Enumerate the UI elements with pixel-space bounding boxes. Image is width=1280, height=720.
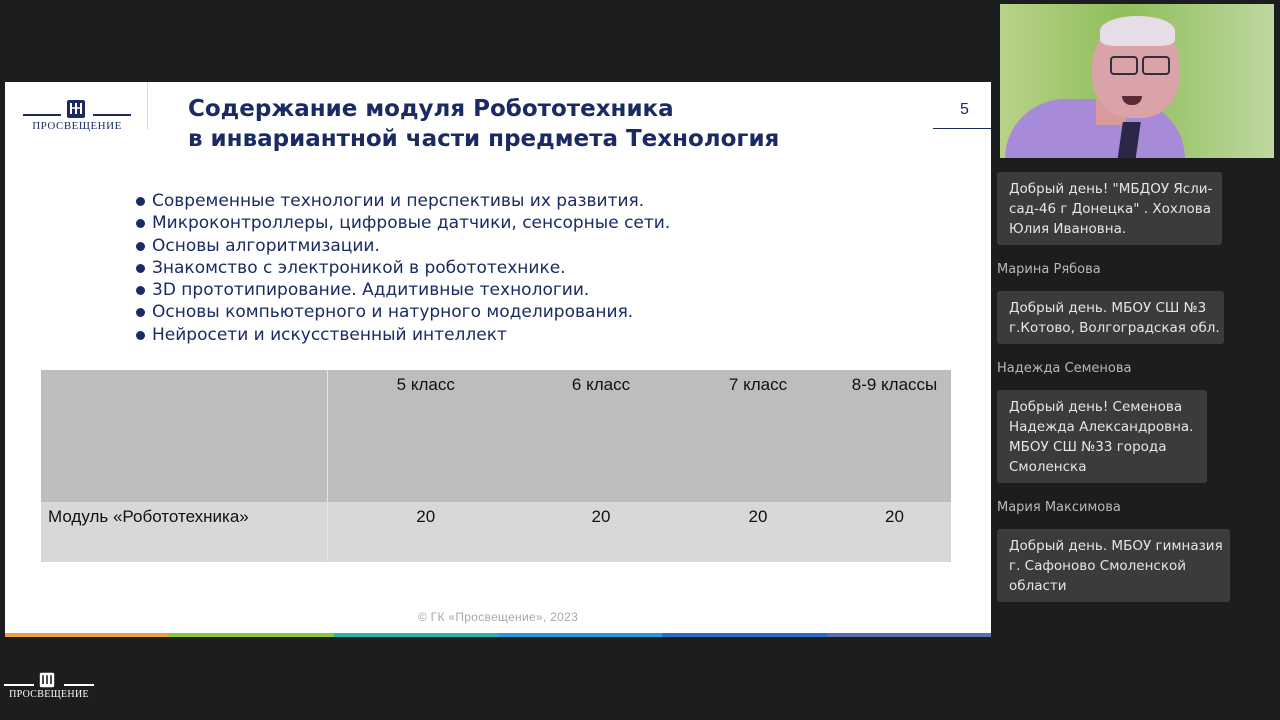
chat-message: Добрый день. МБОУ гимназия г. Сафоново Смоленской области — [997, 529, 1230, 602]
bullet-item: Современные технологии и перспективы их развития. — [134, 190, 670, 212]
stripe-segment — [334, 633, 498, 637]
book-logo-icon — [38, 672, 56, 688]
presentation-slide — [5, 82, 991, 637]
book-logo-icon — [65, 99, 87, 119]
chat-sender-name: Надежда Семенова — [997, 361, 1132, 376]
logo-text: ПРОСВЕЩЕНИЕ — [32, 120, 122, 132]
table-header-row — [41, 370, 951, 502]
page-number-underline — [933, 128, 991, 129]
chat-sender-name: Мария Максимова — [997, 500, 1121, 515]
bullet-icon — [136, 219, 145, 228]
copyright-text: © ГК «Просвещение», 2023 — [417, 610, 579, 624]
chat-sender-name: Марина Рябова — [997, 262, 1101, 277]
bullet-item: Нейросети и искусственный интеллект — [134, 324, 670, 346]
hours-table — [41, 370, 951, 562]
table-row — [41, 502, 951, 562]
bullet-item: Основы компьютерного и натурного моделирования. — [134, 301, 670, 323]
table-cell: 20 — [838, 502, 951, 562]
bullet-item: Микроконтроллеры, цифровые датчики, сенсорные сети. — [134, 212, 670, 234]
slide-title-line-2: в инвариантной части предмета Технология — [188, 126, 780, 152]
table-header-cell: 6 класс — [524, 370, 678, 502]
slide-page-number: 5 — [960, 101, 969, 118]
header-divider — [147, 82, 148, 130]
table-cell: Модуль «Робототехника» — [41, 502, 327, 562]
table-header-cell — [41, 370, 327, 502]
bullet-item: 3D прототипирование. Аддитивные технологии. — [134, 279, 670, 301]
slide-title-line-1: Содержание модуля Робототехника — [188, 96, 674, 122]
bullet-item: Основы алгоритмизации. — [134, 235, 670, 257]
bullet-icon — [136, 197, 145, 206]
bullet-icon — [136, 264, 145, 273]
bullet-list — [134, 190, 670, 346]
table-header-cell: 5 класс — [327, 370, 524, 502]
watermark-logo-text: ПРОСВЕЩЕНИЕ — [9, 689, 89, 700]
table-cell: 20 — [524, 502, 678, 562]
speaker-hair — [1100, 16, 1175, 46]
stripe-segment — [169, 633, 333, 637]
stripe-segment — [498, 633, 662, 637]
bullet-icon — [136, 286, 145, 295]
chat-panel — [997, 172, 1280, 602]
stripe-segment — [5, 633, 169, 637]
bullet-icon — [136, 331, 145, 340]
table-header-cell: 7 класс — [678, 370, 838, 502]
stripe-segment — [827, 633, 991, 637]
chat-message: Добрый день! Семенова Надежда Александровна. МБОУ СШ №33 города Смоленска — [997, 390, 1207, 483]
bullet-icon — [136, 242, 145, 251]
glasses-right — [1142, 56, 1170, 75]
table-cell: 20 — [678, 502, 838, 562]
prosveshchenie-logo — [23, 97, 131, 139]
speaker-video[interactable] — [1000, 4, 1274, 158]
table-header-cell: 8-9 классы — [838, 370, 951, 502]
glasses-left — [1110, 56, 1138, 75]
chat-message: Добрый день. МБОУ СШ №3 г.Котово, Волгоградская обл. — [997, 291, 1224, 344]
slide-title — [188, 94, 908, 154]
watermark-logo — [4, 672, 94, 704]
table-cell: 20 — [327, 502, 524, 562]
color-stripe — [5, 633, 991, 637]
bullet-item: Знакомство с электроникой в робототехнике. — [134, 257, 670, 279]
stripe-segment — [662, 633, 826, 637]
chat-message: Добрый день! "МБДОУ Ясли- сад-46 г Донецка" . Хохлова Юлия Ивановна. — [997, 172, 1222, 245]
bullet-icon — [136, 308, 145, 317]
